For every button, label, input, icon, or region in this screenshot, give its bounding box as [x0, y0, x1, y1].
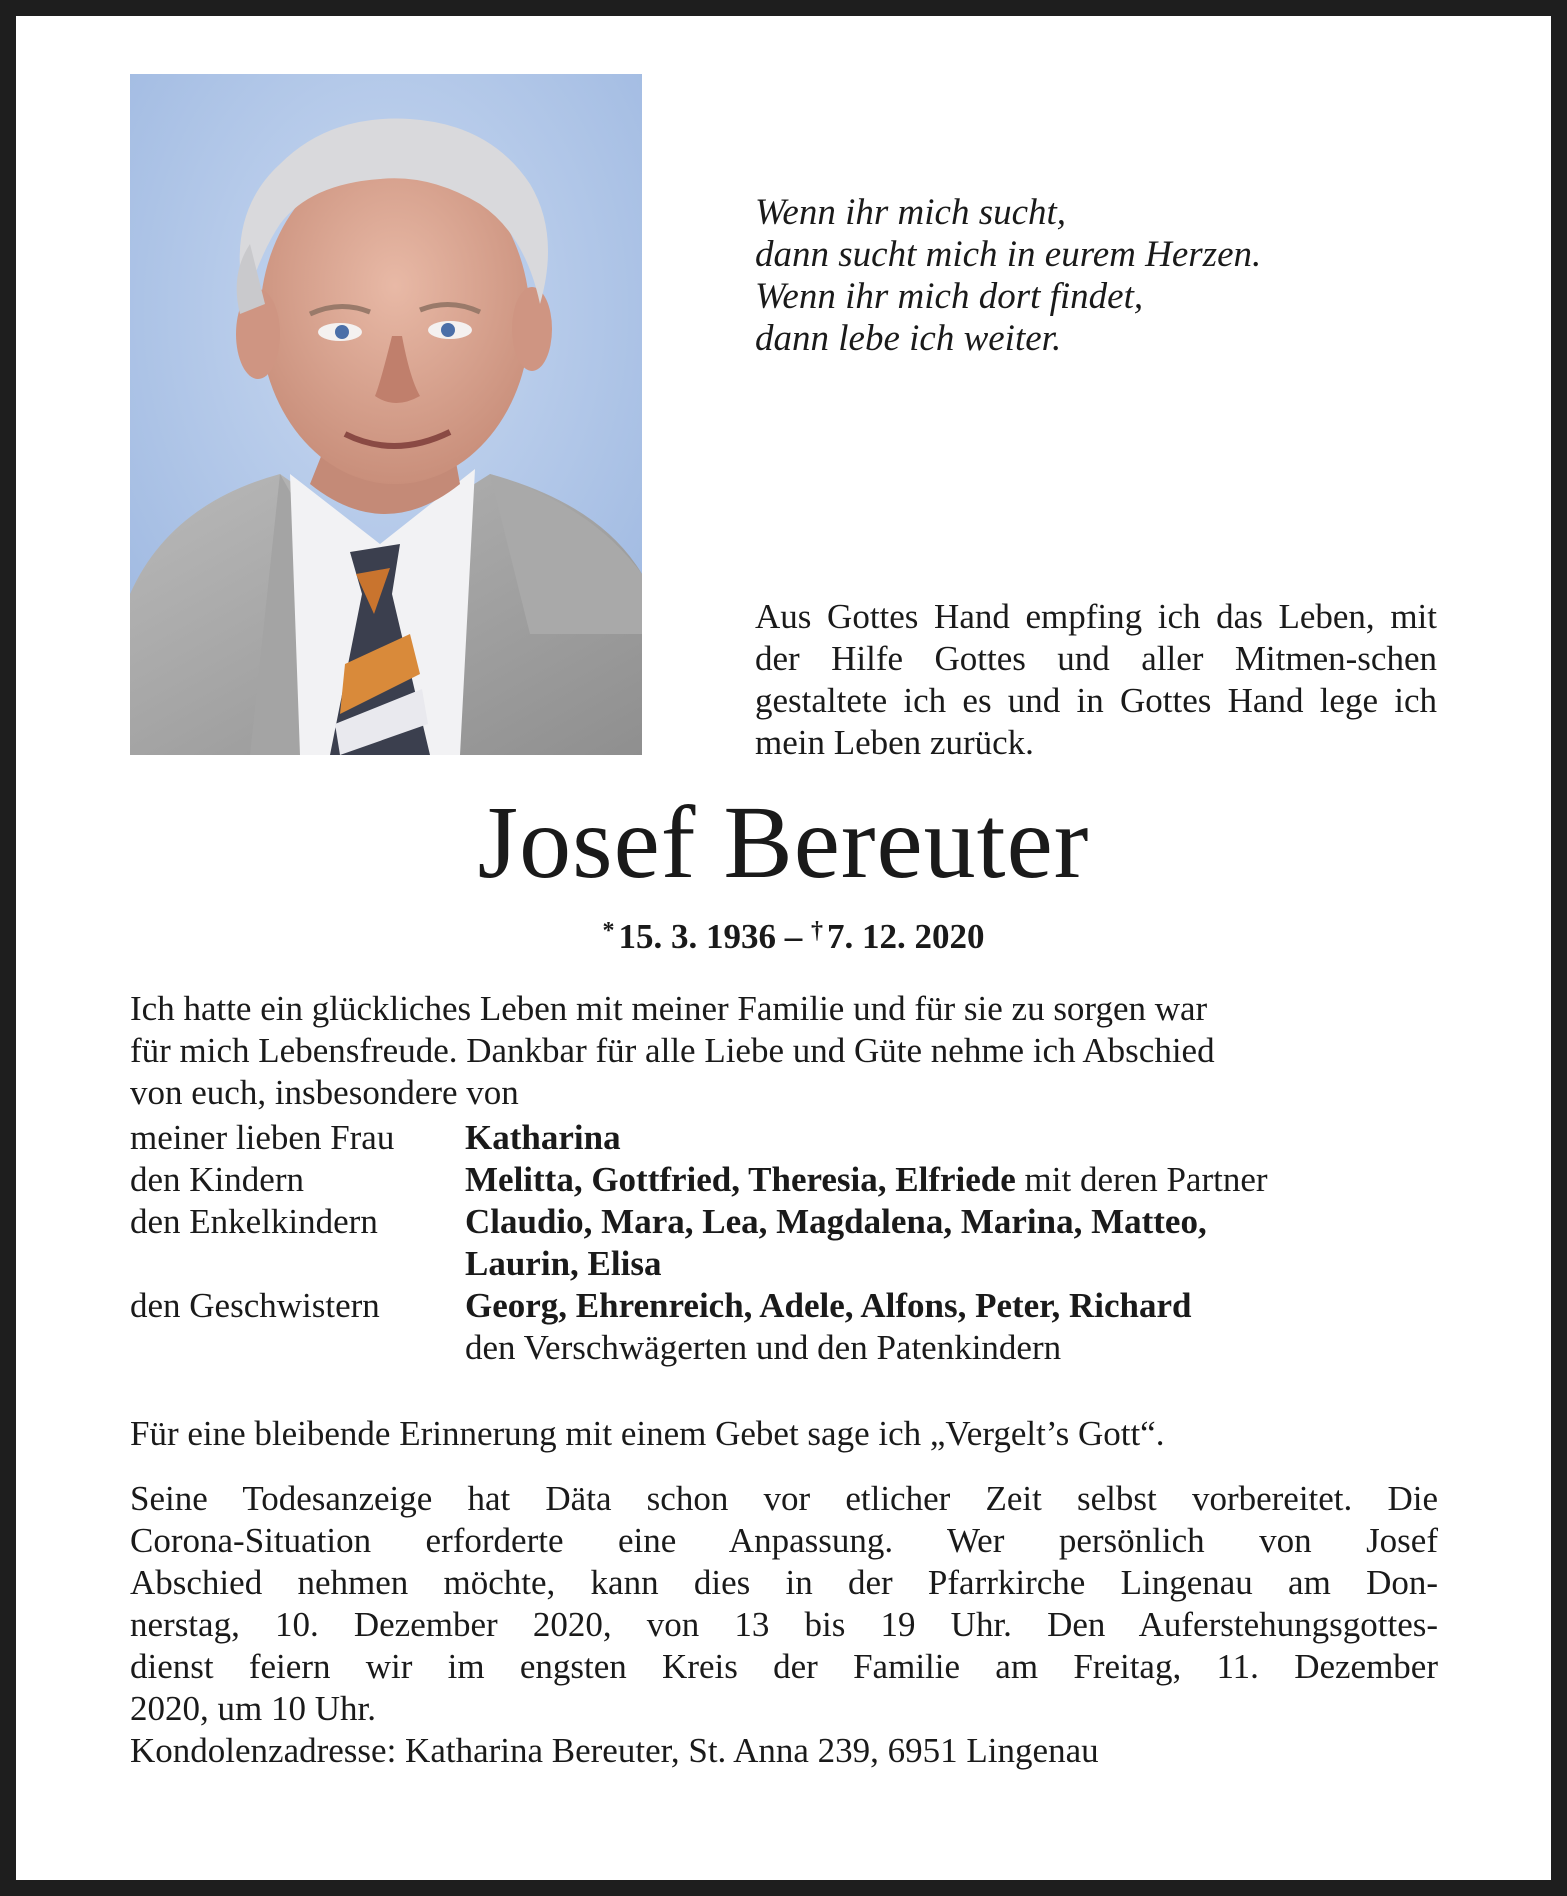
family-label: den Geschwistern	[130, 1286, 380, 1325]
poem-line: dann lebe ich weiter.	[755, 318, 1062, 359]
faith-quote: Aus Gottes Hand empfing ich das Leben, mit der Hilfe Gottes und aller Mitmen-schen gestaltete ich es und in Gottes Hand lege ich mein Leben zurück.	[755, 597, 1437, 762]
date-separator: –	[776, 917, 811, 956]
portrait-photo	[130, 74, 642, 755]
poem-line: Wenn ihr mich dort findet,	[755, 276, 1144, 317]
family-row-children	[130, 1159, 1438, 1201]
intro-line: von euch, insbesondere von	[130, 1073, 519, 1112]
life-dates	[0, 910, 1567, 958]
condolence-address: Kondolenzadresse: Katharina Bereuter, St. Anna 239, 6951 Lingenau	[130, 1731, 1099, 1770]
family-row-wife	[130, 1117, 1438, 1159]
portrait-illustration	[130, 74, 642, 755]
birth-date: 15. 3. 1936	[618, 917, 776, 956]
intro-line: Ich hatte ein glückliches Leben mit meiner Familie und für sie zu sorgen war	[130, 989, 1208, 1028]
poem-line: dann sucht mich in eurem Herzen.	[755, 234, 1262, 275]
funeral-notice	[130, 1478, 1438, 1730]
family-names: Claudio, Mara, Lea, Magdalena, Marina, Matteo,	[465, 1202, 1207, 1241]
family-row-grandchildren-cont	[130, 1243, 1438, 1285]
deceased-name: Josef Bereuter	[477, 785, 1090, 900]
family-names: Laurin, Elisa	[465, 1244, 662, 1283]
family-names: Melitta, Gottfried, Theresia, Elfriede	[465, 1160, 1016, 1199]
family-row-grandchildren	[130, 1201, 1438, 1243]
notice-line: dienst feiern wir im engsten Kreis der Familie am Freitag, 11. Dezember	[130, 1647, 1438, 1686]
family-row-others	[130, 1327, 1438, 1369]
notice-line: Abschied nehmen möchte, kann dies in der Pfarrkirche Lingenau am Don-	[130, 1563, 1438, 1602]
family-label: den Kindern	[130, 1160, 304, 1199]
intro-text	[130, 988, 1438, 1114]
thanks-text: Für eine bleibende Erinnerung mit einem Gebet sage ich „Vergelt’s Gott“.	[130, 1414, 1165, 1453]
family-others: den Verschwägerten und den Patenkindern	[465, 1328, 1062, 1367]
poem-line: Wenn ihr mich sucht,	[755, 192, 1067, 233]
poem	[755, 192, 1261, 360]
family-row-siblings	[130, 1285, 1438, 1327]
intro-line: für mich Lebensfreude. Dankbar für alle Liebe und Güte nehme ich Abschied	[130, 1031, 1215, 1070]
family-names: Georg, Ehrenreich, Adele, Alfons, Peter, Richard	[465, 1286, 1192, 1325]
family-list	[130, 1117, 1438, 1369]
family-label: den Enkelkindern	[130, 1202, 378, 1241]
family-label: meiner lieben Frau	[130, 1118, 395, 1157]
notice-line: Corona-Situation erforderte eine Anpassung. Wer persönlich von Josef	[130, 1521, 1438, 1560]
death-date: 7. 12. 2020	[827, 917, 985, 956]
notice-line: nerstag, 10. Dezember 2020, von 13 bis 19 Uhr. Den Auferstehungsgottes-	[130, 1605, 1438, 1644]
death-symbol: †	[811, 918, 823, 944]
notice-line: 2020, um 10 Uhr.	[130, 1689, 376, 1728]
birth-symbol: *	[602, 918, 615, 944]
notice-line: Seine Todesanzeige hat Däta schon vor etlicher Zeit selbst vorbereitet. Die	[130, 1479, 1438, 1518]
family-names: Katharina	[465, 1118, 621, 1157]
family-suffix: mit deren Partner	[1015, 1160, 1268, 1199]
